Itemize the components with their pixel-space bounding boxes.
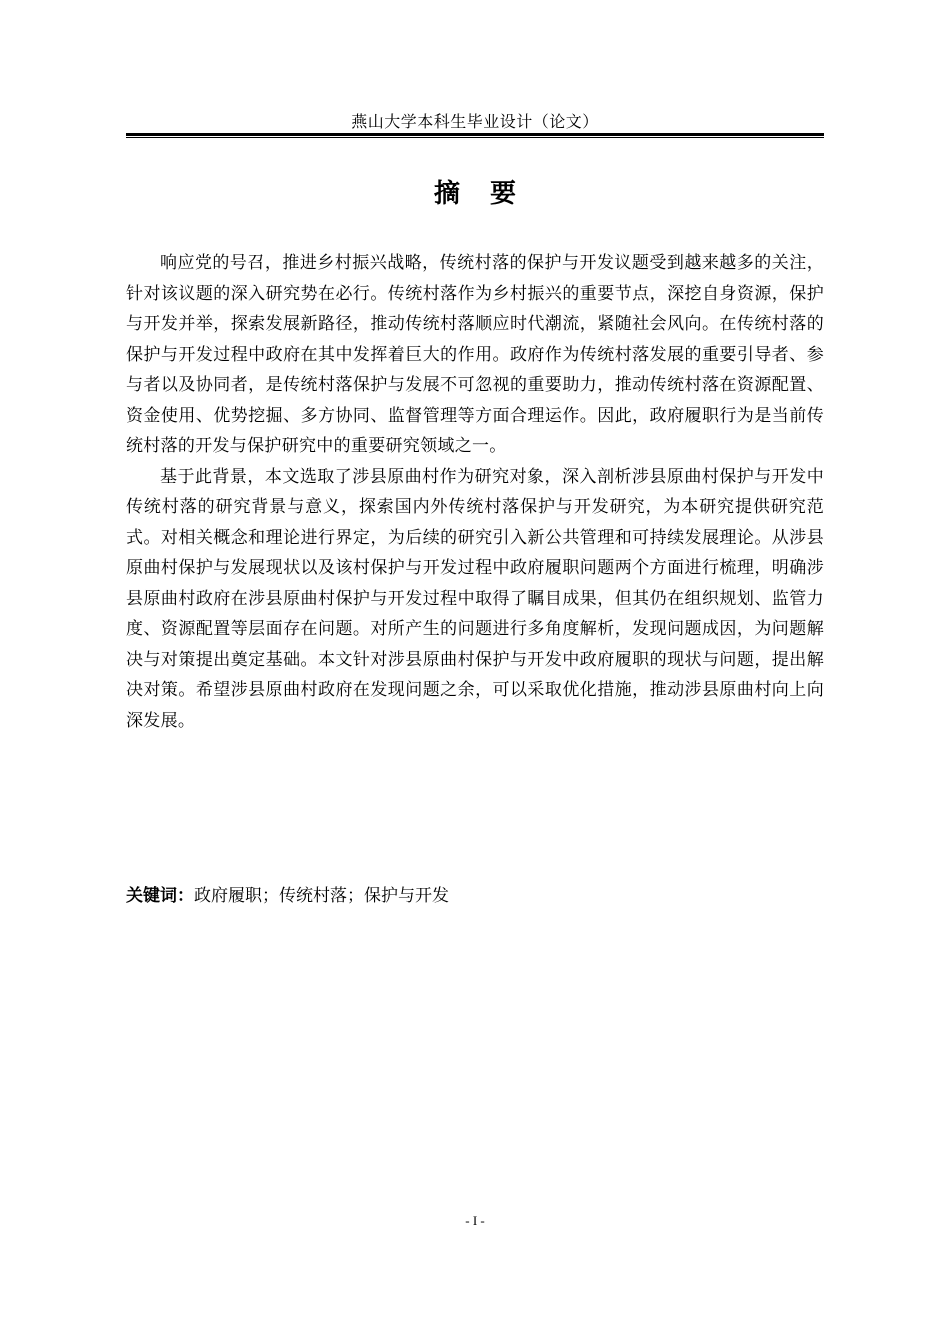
keywords-line <box>126 882 824 910</box>
abstract-paragraph-1: 响应党的号召，推进乡村振兴战略，传统村落的保护与开发议题受到越来越多的关注，针对该议题的深入研究势在必行。传统村落作为乡村振兴的重要节点，深挖自身资源，保护与开发并举，探索发展新路径，推动传统村落顺应时代潮流，紧随社会风向。在传统村落的保护与开发过程中政府在其中发挥着巨大的作用。政府作为传统村落发展的重要引导者、参与者以及协同者，是传统村落保护与发展不可忽视的重要助力，推动传统村落在资源配置、资金使用、优势挖掘、多方协同、监督管理等方面合理运作。因此，政府履职行为是当前传统村落的开发与保护研究中的重要研究领域之一。 <box>126 253 824 456</box>
abstract-paragraph-2: 基于此背景，本文选取了涉县原曲村作为研究对象，深入剖析涉县原曲村保护与开发中传统村落的研究背景与意义，探索国内外传统村落保护与开发研究，为本研究提供研究范式。对相关概念和理论进行界定，为后续的研究引入新公共管理和可持续发展理论。从涉县原曲村保护与发展现状以及该村保护与开发过程中政府履职问题两个方面进行梳理，明确涉县原曲村政府在涉县原曲村保护与开发过程中取得了瞩目成果，但其仍在组织规划、监管力度、资源配置等层面存在问题。对所产生的问题进行多角度解析，发现问题成因，为问题解决与对策提出奠定基础。本文针对涉县原曲村保护与开发中政府履职的现状与问题，提出解决对策。希望涉县原曲村政府在发现问题之余，可以采取优化措施，推动涉县原曲村向上向深发展。 <box>126 466 824 731</box>
page-title <box>126 176 824 212</box>
header-rule-thick <box>126 133 824 136</box>
running-header: 燕山大学本科生毕业设计（论文） <box>351 112 599 131</box>
abstract-body <box>126 248 824 736</box>
keywords-value: 政府履职；传统村落；保护与开发 <box>194 886 449 906</box>
keywords-label: 关键词： <box>126 886 194 906</box>
page-number: - I - <box>465 1213 485 1228</box>
page-title-char-1: 摘 <box>433 179 460 209</box>
page-title-char-2: 要 <box>490 179 517 209</box>
header-rule-thin <box>126 137 824 138</box>
